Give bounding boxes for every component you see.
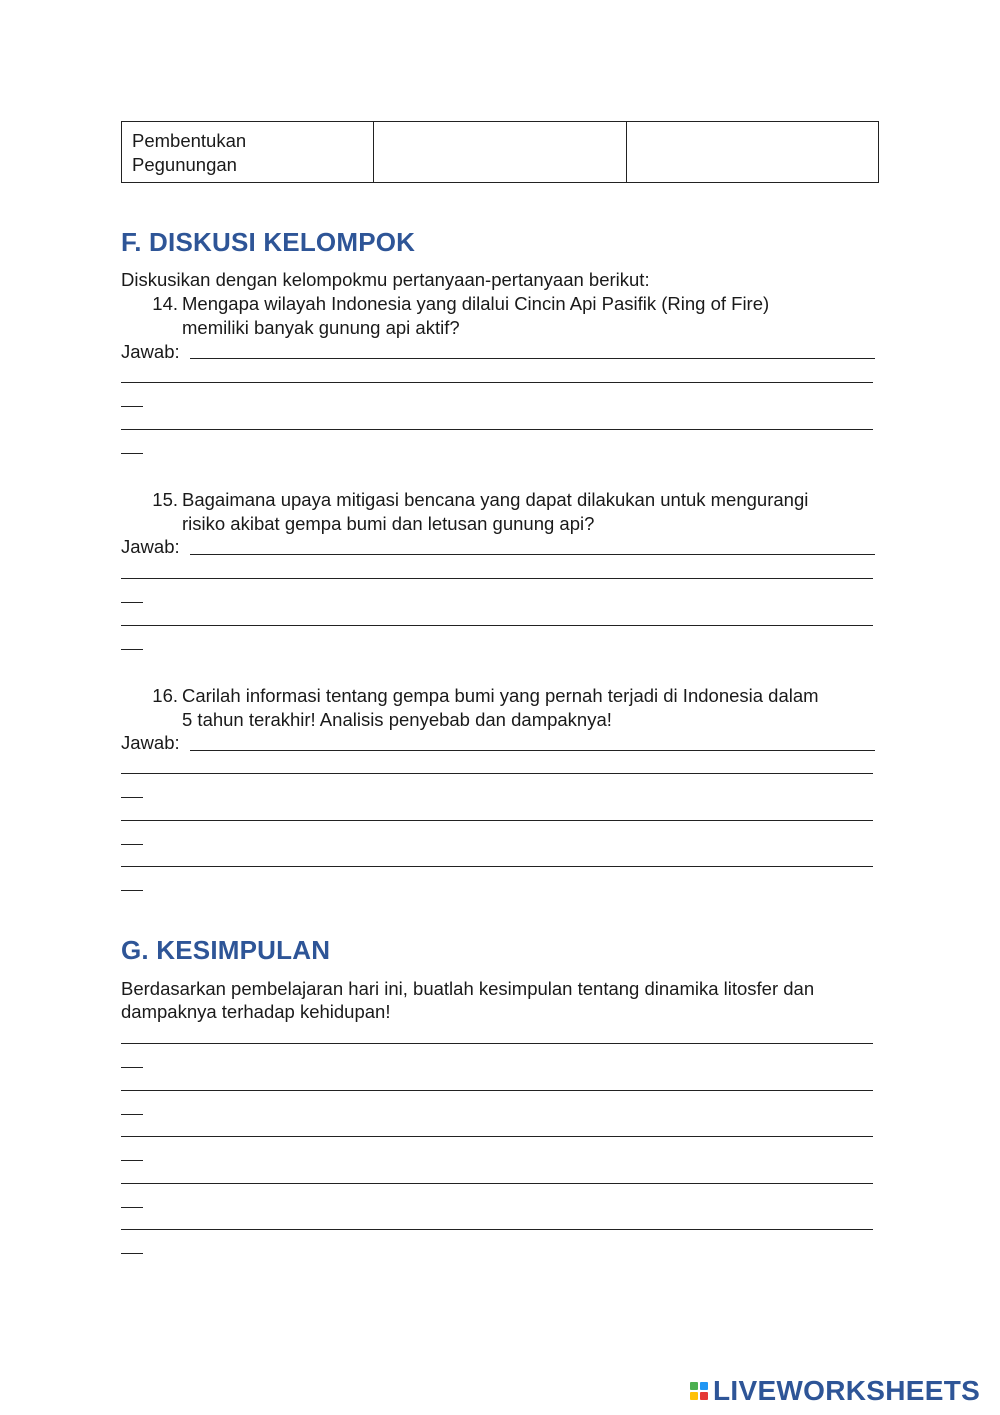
mark-square: [700, 1382, 708, 1390]
section-intro: Diskusikan dengan kelompokmu pertanyaan-pertanyaan berikut:: [121, 269, 650, 290]
section-instruction: Berdasarkan pembelajaran hari ini, buatlah kesimpulan tentang dinamika litosfer dan: [121, 978, 815, 999]
summary-table: [121, 121, 879, 183]
table-cell-line: Pegunungan: [132, 154, 237, 175]
answer-line[interactable]: [121, 1183, 873, 1184]
answer-line-end: [121, 406, 143, 407]
section-instruction: dampaknya terhadap kehidupan!: [121, 1001, 391, 1022]
answer-label: Jawab:: [121, 732, 180, 753]
answer-line-end: [121, 1114, 143, 1115]
answer-line-end: [121, 1160, 143, 1161]
table-cell-answer[interactable]: [627, 122, 878, 182]
answer-line[interactable]: [190, 554, 875, 555]
table-cell-line: Pembentukan: [132, 130, 247, 151]
answer-line[interactable]: [121, 1136, 873, 1137]
answer-line[interactable]: [121, 578, 873, 579]
answer-label: Jawab:: [121, 341, 180, 362]
answer-line[interactable]: [121, 1229, 873, 1230]
question-text: 5 tahun terakhir! Analisis penyebab dan dampaknya!: [182, 709, 612, 730]
table-cell-answer[interactable]: [374, 122, 627, 182]
answer-line[interactable]: [190, 358, 875, 359]
mark-square: [700, 1392, 708, 1400]
question-number: 14.: [152, 293, 178, 314]
liveworksheets-mark-icon: [690, 1382, 708, 1400]
answer-line[interactable]: [121, 820, 873, 821]
answer-line-end: [121, 1207, 143, 1208]
question-text: Carilah informasi tentang gempa bumi yang pernah terjadi di Indonesia dalam: [182, 685, 819, 706]
liveworksheets-logo[interactable]: [690, 1374, 980, 1408]
answer-line-end: [121, 649, 143, 650]
table-cell-label: [122, 122, 374, 182]
answer-line[interactable]: [121, 625, 873, 626]
mark-square: [690, 1392, 698, 1400]
answer-line-end: [121, 797, 143, 798]
answer-line-end: [121, 1067, 143, 1068]
question-number: 16.: [152, 685, 178, 706]
answer-line[interactable]: [121, 429, 873, 430]
answer-label: Jawab:: [121, 536, 180, 557]
answer-line-end: [121, 602, 143, 603]
answer-line-end: [121, 1253, 143, 1254]
answer-line-end: [121, 844, 143, 845]
answer-line[interactable]: [121, 1090, 873, 1091]
question-text: Bagaimana upaya mitigasi bencana yang dapat dilakukan untuk mengurangi: [182, 489, 809, 510]
answer-line[interactable]: [121, 866, 873, 867]
answer-line[interactable]: [121, 773, 873, 774]
question-text: Mengapa wilayah Indonesia yang dilalui Cincin Api Pasifik (Ring of Fire): [182, 293, 770, 314]
answer-line[interactable]: [121, 1043, 873, 1044]
brand-name: LIVEWORKSHEETS: [713, 1375, 981, 1406]
answer-line-end: [121, 453, 143, 454]
answer-line-end: [121, 890, 143, 891]
question-number: 15.: [152, 489, 178, 510]
section-heading-kesimpulan: G. KESIMPULAN: [121, 935, 331, 965]
section-heading-diskusi: F. DISKUSI KELOMPOK: [121, 227, 416, 257]
question-text: memiliki banyak gunung api aktif?: [182, 317, 460, 338]
question-text: risiko akibat gempa bumi dan letusan gunung api?: [182, 513, 595, 534]
answer-line[interactable]: [190, 750, 875, 751]
mark-square: [690, 1382, 698, 1390]
answer-line[interactable]: [121, 382, 873, 383]
